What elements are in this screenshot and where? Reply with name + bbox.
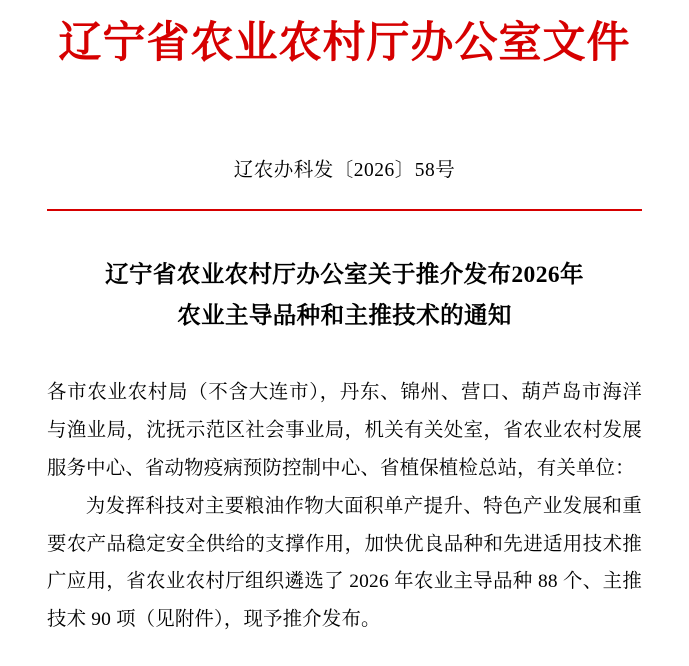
document-number: 辽农办科发〔2026〕58号	[233, 160, 456, 182]
document-body	[47, 374, 642, 639]
page-title-line-2: 农业主导品种和主推技术的通知	[177, 302, 512, 329]
body-paragraph-1: 为发挥科技对主要粮油作物大面积单产提升、特色产业发展和重要农产品稳定安全供给的支撑作用，加快优良品种和先进适用技术推广应用，省农业农村厅组织遴选了 2026 年农业主导品种 88 个、主推技术 90 项（见附件），现予推介发布。	[47, 495, 642, 631]
page-title	[47, 255, 642, 336]
document-header	[47, 0, 642, 70]
issuing-authority-title: 辽宁省农业农村厅办公室文件	[58, 20, 631, 67]
page-title-line-1: 辽宁省农业农村厅办公室关于推介发布2026年	[105, 262, 584, 289]
red-divider-line	[47, 209, 642, 211]
recipients-paragraph: 各市农业农村局（不含大连市），丹东、锦州、营口、葫芦岛市海洋与渔业局，沈抚示范区社会事业局，机关有关处室，省农业农村发展服务中心、省动物疫病预防控制中心、省植保植检总站，有关单位：	[47, 382, 642, 479]
